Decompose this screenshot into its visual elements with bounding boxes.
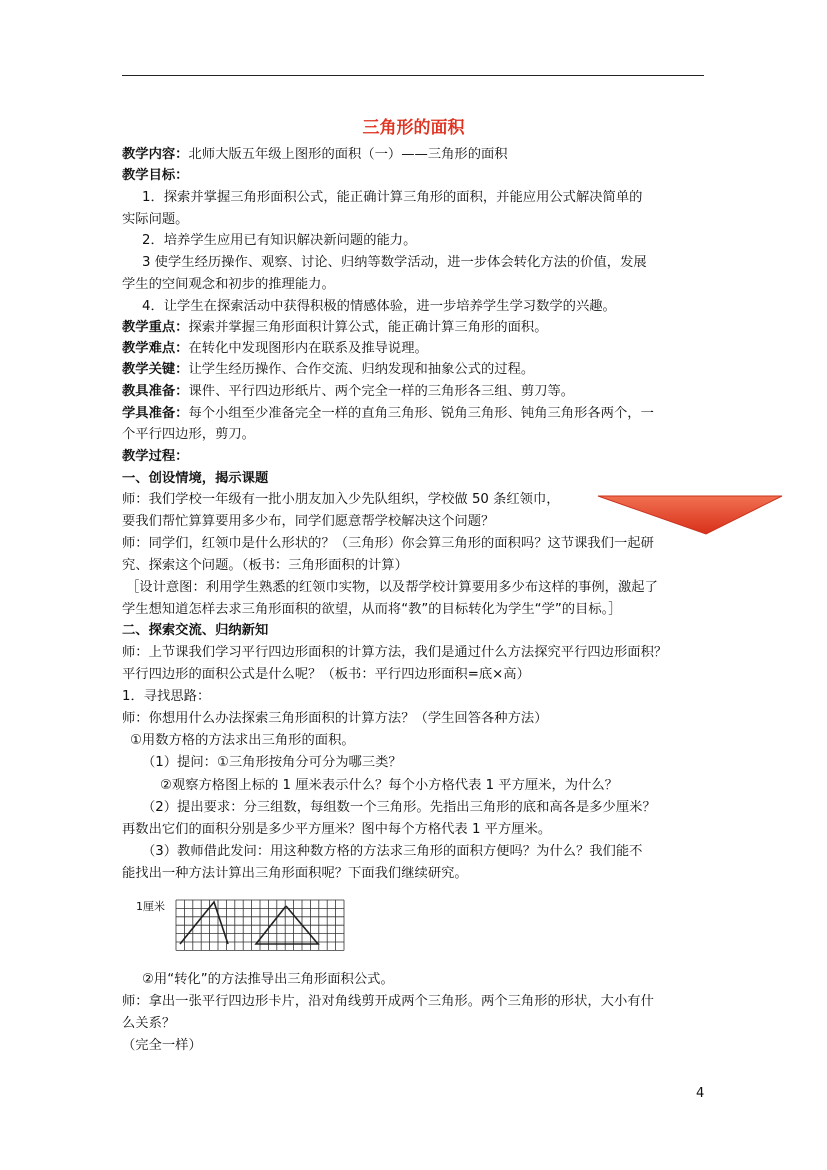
text-line — [122, 556, 408, 576]
grid-unit-label: 1厘米 — [136, 900, 165, 913]
line-text: 要我们帮忙算算要用多少布，同学们愿意帮学校解决这个问题？ — [122, 514, 495, 529]
text-line — [122, 447, 188, 467]
line-text: 师：上节课我们学习平行四边形面积的计算方法，我们是通过什么方法探究平行四边形面积？ — [122, 645, 668, 660]
text-line — [122, 992, 654, 1012]
text-line — [126, 578, 658, 598]
line-text: 么关系？ — [122, 1016, 176, 1031]
text-line — [122, 382, 574, 402]
text-line — [122, 318, 548, 338]
line-text: 4．让学生在探索活动中获得积极的情感体验，进一步培养学生学习数学的兴趣。 — [142, 299, 616, 314]
text-line — [142, 253, 647, 273]
text-line — [142, 970, 394, 990]
text-line — [122, 643, 667, 663]
text-line — [122, 360, 534, 380]
text-line — [142, 188, 642, 208]
page-number: 4 — [696, 1086, 705, 1101]
text-line — [142, 231, 416, 251]
line-text: （1）提问：①三角形按角分可分为哪三类？ — [142, 755, 402, 770]
line-text: 再数出它们的面积分别是多少平方厘米？图中每个方格代表 1 平方厘米。 — [122, 822, 552, 837]
line-text: 1．探索并掌握三角形面积公式，能正确计算三角形的面积，并能应用公式解决简单的 — [142, 190, 643, 205]
line-text: 2．培养学生应用已有知识解决新问题的能力。 — [142, 233, 417, 248]
line-text: ［设计意图：利用学生熟悉的红领巾实物，以及帮学校计算要用多少布这样的事例，激起了 — [126, 580, 658, 595]
text-line — [122, 210, 188, 230]
line-text: 探索并掌握三角形面积计算公式，能正确计算三角形的面积。 — [188, 320, 548, 335]
text-line — [142, 297, 616, 317]
text-line — [130, 731, 355, 751]
text-line — [122, 534, 654, 554]
line-text: 学生的空间观念和初步的推理能力。 — [122, 277, 335, 292]
text-line — [122, 425, 255, 445]
text-line — [122, 709, 548, 729]
text-line — [122, 512, 494, 532]
line-text: 1．寻找思路： — [122, 689, 211, 704]
line-text: （2）提出要求：分三组数，每组数一个三角形。先指出三角形的底和高各是多少厘米？ — [142, 800, 656, 815]
line-text: 学生想知道怎样去求三角形面积的欲望，从而将“教”的目标转化为学生“学”的目标。］ — [122, 602, 622, 617]
text-line — [122, 665, 530, 685]
text-line — [122, 275, 335, 295]
line-label: 教学内容： — [122, 147, 189, 162]
line-text: 个平行四边形，剪刀。 — [122, 427, 255, 442]
line-text: 实际问题。 — [122, 212, 189, 227]
text-line — [142, 753, 402, 773]
text-line — [122, 166, 188, 186]
line-text: ②观察方格图上标的 1 厘米表示什么？每个小方格代表 1 平方厘米，为什么？ — [160, 778, 618, 793]
line-text: 师：拿出一张平行四边形卡片，沿对角线剪开成两个三角形。两个三角形的形状，大小有什 — [122, 994, 654, 1009]
line-text: 师：我们学校一年级有一批小朋友加入少先队组织，学校做 50 条红领巾， — [122, 492, 560, 507]
line-text: 平行四边形的面积公式是什么呢？（板书：平行四边形面积=底×高） — [122, 667, 530, 682]
line-label: 教学重点： — [122, 320, 189, 335]
line-label: 一、创设情境，揭示课题 — [122, 471, 269, 486]
line-text: 师：同学们，红领巾是什么形状的？（三角形）你会算三角形的面积吗？这节课我们一起研 — [122, 536, 654, 551]
line-text: 在转化中发现图形内在联系及推导说理。 — [188, 341, 428, 356]
line-text: ②用“转化”的方法推导出三角形面积公式。 — [142, 972, 394, 987]
line-label: 教学目标： — [122, 168, 189, 183]
line-text: （完全一样） — [122, 1038, 202, 1053]
line-text: 究、探索这个问题。（板书：三角形面积的计算） — [122, 558, 408, 573]
text-line — [122, 145, 508, 165]
text-line — [122, 490, 560, 510]
page-title: 三角形的面积 — [362, 118, 465, 138]
text-line — [122, 1014, 175, 1034]
line-text: （3）教师借此发问：用这种数方格的方法求三角形的面积方便吗？为什么？我们能不 — [142, 844, 643, 859]
text-line — [142, 798, 656, 818]
line-label: 教学难点： — [122, 341, 189, 356]
text-line — [122, 469, 268, 489]
line-text: 每个小组至少准备完全一样的直角三角形、锐角三角形、钝角三角形各两个，一 — [188, 406, 654, 421]
line-label: 学具准备： — [122, 406, 189, 421]
text-line — [122, 339, 428, 359]
triangle-grid-diagram — [136, 896, 348, 952]
line-text: 3 使学生经历操作、观察、讨论、归纳等数学活动，进一步体会转化方法的价值，发展 — [142, 255, 647, 270]
line-label: 教学过程： — [122, 449, 189, 464]
line-text: ①用数方格的方法求出三角形的面积。 — [130, 733, 355, 748]
text-line — [122, 621, 268, 641]
line-text: 师：你想用什么办法探索三角形面积的计算方法？（学生回答各种方法） — [122, 711, 548, 726]
text-line — [122, 864, 468, 884]
line-label: 教具准备： — [122, 384, 189, 399]
text-line — [122, 1036, 202, 1056]
red-scarf-image — [596, 494, 786, 538]
text-line — [160, 776, 618, 796]
text-line — [122, 820, 551, 840]
text-line — [142, 842, 642, 862]
text-line — [122, 600, 622, 620]
text-line — [122, 687, 210, 707]
line-text: 让学生经历操作、合作交流、归纳发现和抽象公式的过程。 — [188, 362, 535, 377]
line-label: 教学关键： — [122, 362, 189, 377]
grid-figure — [136, 896, 348, 956]
line-text: 课件、平行四边形纸片、两个完全一样的三角形各三组、剪刀等。 — [188, 384, 575, 399]
header-rule — [122, 75, 704, 76]
text-line — [122, 404, 654, 424]
line-label: 二、探索交流、归纳新知 — [122, 623, 269, 638]
line-text: 北师大版五年级上图形的面积（一）——三角形的面积 — [188, 147, 508, 162]
line-text: 能找出一种方法计算出三角形面积呢？下面我们继续研究。 — [122, 866, 468, 881]
